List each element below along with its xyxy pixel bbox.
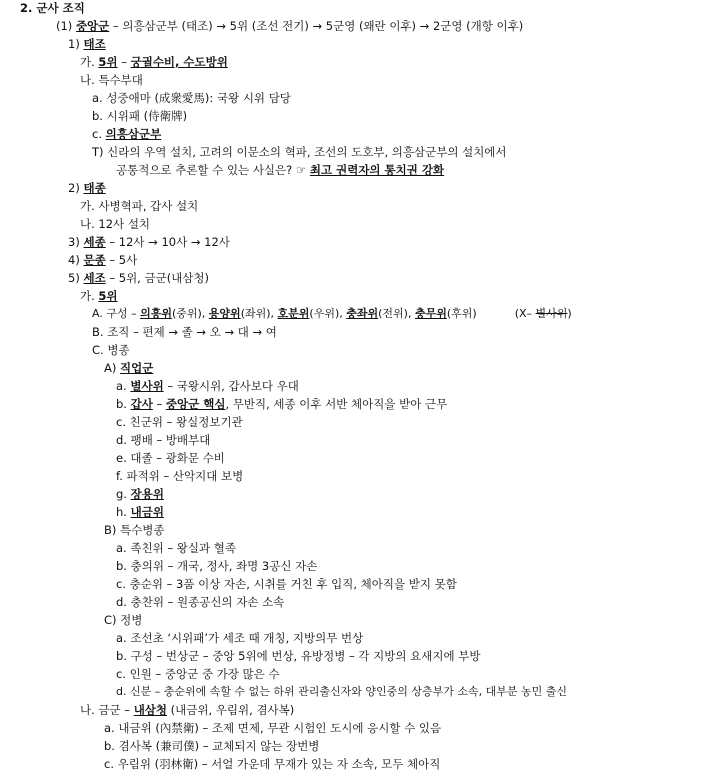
keyword: 용양위 [208, 307, 241, 320]
line-uiheung [92, 126, 161, 142]
text: 공통적으로 추론할 수 있는 사실은? ☞ [116, 163, 310, 177]
text: – 5사 [105, 253, 138, 267]
text: 2) [68, 181, 84, 195]
text: 나. 금군 – [80, 703, 134, 717]
text: g. [116, 487, 131, 501]
text: (중위), [171, 307, 209, 320]
keyword: 중앙군 [75, 19, 110, 33]
line-naegeumwi-detail: a. 내금위 (內禁衛) – 조제 면제, 무관 시험인 도시에 응시할 수 있음 [104, 721, 442, 735]
line-12sa: 나. 12사 설치 [80, 217, 151, 231]
line-central-army [56, 18, 523, 34]
keyword: 5위 [98, 289, 118, 303]
line-paengbae: d. 팽배 – 방배부대 [116, 433, 211, 447]
text: – 5위, 금군(내삼청) [105, 271, 210, 285]
section-heading: 2. 군사 조직 [20, 1, 85, 15]
keyword: 중앙군 핵심 [165, 397, 226, 411]
text: (좌위), [240, 307, 278, 320]
line-pajeokwi: f. 파적위 – 산악지대 보병 [116, 469, 244, 483]
line-jeongbyeong-status: d. 신분 – 충순위에 속할 수 없는 하위 관리출신자와 양인중의 상층부가 소속, 대부분 농민 출신 [116, 685, 567, 698]
keyword: 호분위 [277, 307, 310, 320]
text: – 의흥삼군부 (태조) → 5위 (조선 전기) → 5군영 (왜란 이후) → 2군영 (개항 이후) [109, 19, 524, 33]
keyword: 세조 [83, 271, 106, 285]
text: 가. [80, 55, 99, 69]
text: (우위), [309, 307, 347, 320]
keyword: 문종 [83, 253, 106, 267]
keyword: 직업군 [120, 361, 154, 375]
text: 4) [68, 253, 84, 267]
text: – 국왕시위, 갑사보다 우대 [163, 379, 299, 393]
keyword: 태종 [83, 181, 106, 195]
text: – 12사 → 10사 → 12사 [105, 235, 230, 249]
text: , 무반직, 세종 이후 서반 체아직을 받아 근무 [225, 397, 448, 411]
line-composition [92, 306, 572, 322]
line-professional [104, 360, 153, 376]
text: 5) [68, 271, 84, 285]
text: h. [116, 505, 131, 519]
text: A) [104, 361, 121, 375]
line-jeongbyeong-origin: a. 조선초 ‘시위패’가 세조 때 개칭, 지방의무 번상 [116, 631, 364, 645]
text: (1) [56, 19, 76, 33]
line-urimwi: c. 우림위 (羽林衛) – 서얼 가운데 무재가 있는 자 소속, 모두 체아직 [104, 757, 441, 771]
text: a. [116, 379, 131, 393]
text: 가. [80, 289, 99, 303]
line-daejol: e. 대졸 – 광화문 수비 [116, 451, 225, 465]
line-chunguiwi: b. 충의위 – 개국, 정사, 좌명 3공신 자손 [116, 559, 318, 573]
line-seongjung: a. 성중애마 (成衆愛馬): 국왕 시위 담당 [92, 91, 291, 105]
text: A. 구성 – [92, 307, 141, 320]
line-royal-guard [80, 702, 294, 718]
line-siwipae: b. 시위패 (侍衛牌) [92, 109, 188, 123]
text: (내금위, 우림위, 겸사복) [167, 703, 295, 717]
line-5wi [80, 54, 228, 70]
text: (후위) [446, 307, 477, 320]
keyword: 5위 [98, 55, 118, 69]
line-organization: B. 조직 – 편제 → 졸 → 오 → 대 → 여 [92, 325, 277, 339]
line-chungchanwi: d. 충찬위 – 원종공신의 자손 소속 [116, 595, 285, 609]
text: (전위), [378, 307, 415, 320]
text: 1) [68, 37, 84, 51]
line-jangyongwi [116, 486, 164, 502]
line-question: T) 신라의 우역 설치, 고려의 이문소의 혁파, 조선의 도호부, 의흥삼군부의 설치에서 [92, 145, 507, 159]
keyword: 별사위 [130, 379, 164, 393]
line-private-army: 가. 사병혁파, 갑사 설치 [80, 199, 199, 213]
line-jokchinwi: a. 족친위 – 왕실과 혈족 [116, 541, 236, 555]
keyword: 장용위 [130, 487, 164, 501]
line-gyeomsabok: b. 겸사복 (兼司僕) – 교체되지 않는 장번병 [104, 739, 320, 753]
keyword: 충무위 [414, 307, 447, 320]
line-question-answer [116, 162, 444, 178]
keyword: 의흥삼군부 [105, 127, 162, 141]
text: b. [116, 397, 131, 411]
keyword: 세종 [83, 235, 106, 249]
line-jeongbyeong-size: c. 인원 – 중앙군 중 가장 많은 수 [116, 667, 280, 681]
text: c. [92, 127, 106, 141]
keyword: 궁궐수비, 수도방위 [130, 55, 228, 69]
line-chingunwi: c. 친군위 – 왕실정보기관 [116, 415, 243, 429]
line-special-units: 나. 특수부대 [80, 73, 143, 87]
text: – [152, 397, 166, 411]
text: 3) [68, 235, 84, 249]
line-sejo [68, 270, 209, 286]
line-taejong [68, 180, 106, 196]
struck-keyword: 별사위 [535, 307, 568, 320]
keyword: 갑사 [130, 397, 153, 411]
line-sejong [68, 234, 230, 250]
line-byeolsawi [116, 378, 299, 394]
keyword: 내금위 [130, 505, 164, 519]
line-branches: C. 병종 [92, 343, 130, 357]
line-munjong [68, 252, 137, 268]
line-sejo-5wi [80, 288, 118, 304]
line-special-branches: B) 특수병종 [104, 523, 165, 537]
line-naegeumwi [116, 504, 164, 520]
text: ) [567, 307, 572, 320]
keyword: 태조 [83, 37, 106, 51]
text: (X– [514, 307, 536, 320]
line-chungsunwi: c. 충순위 – 3품 이상 자손, 시취를 거친 후 입직, 체아직을 받지 못함 [116, 577, 457, 591]
keyword: 충좌위 [346, 307, 379, 320]
line-jeongbyeong-composition: b. 구성 – 번상군 – 중앙 5위에 번상, 유방정병 – 각 지방의 요새지에 부방 [116, 649, 481, 663]
keyword: 최고 권력자의 통치권 강화 [309, 163, 445, 177]
line-taejo [68, 36, 106, 52]
keyword: 내삼청 [133, 703, 168, 717]
line-jeongbyeong: C) 정병 [104, 613, 143, 627]
text: – [117, 55, 131, 69]
keyword: 의흥위 [140, 307, 172, 320]
line-gapsa [116, 396, 447, 412]
